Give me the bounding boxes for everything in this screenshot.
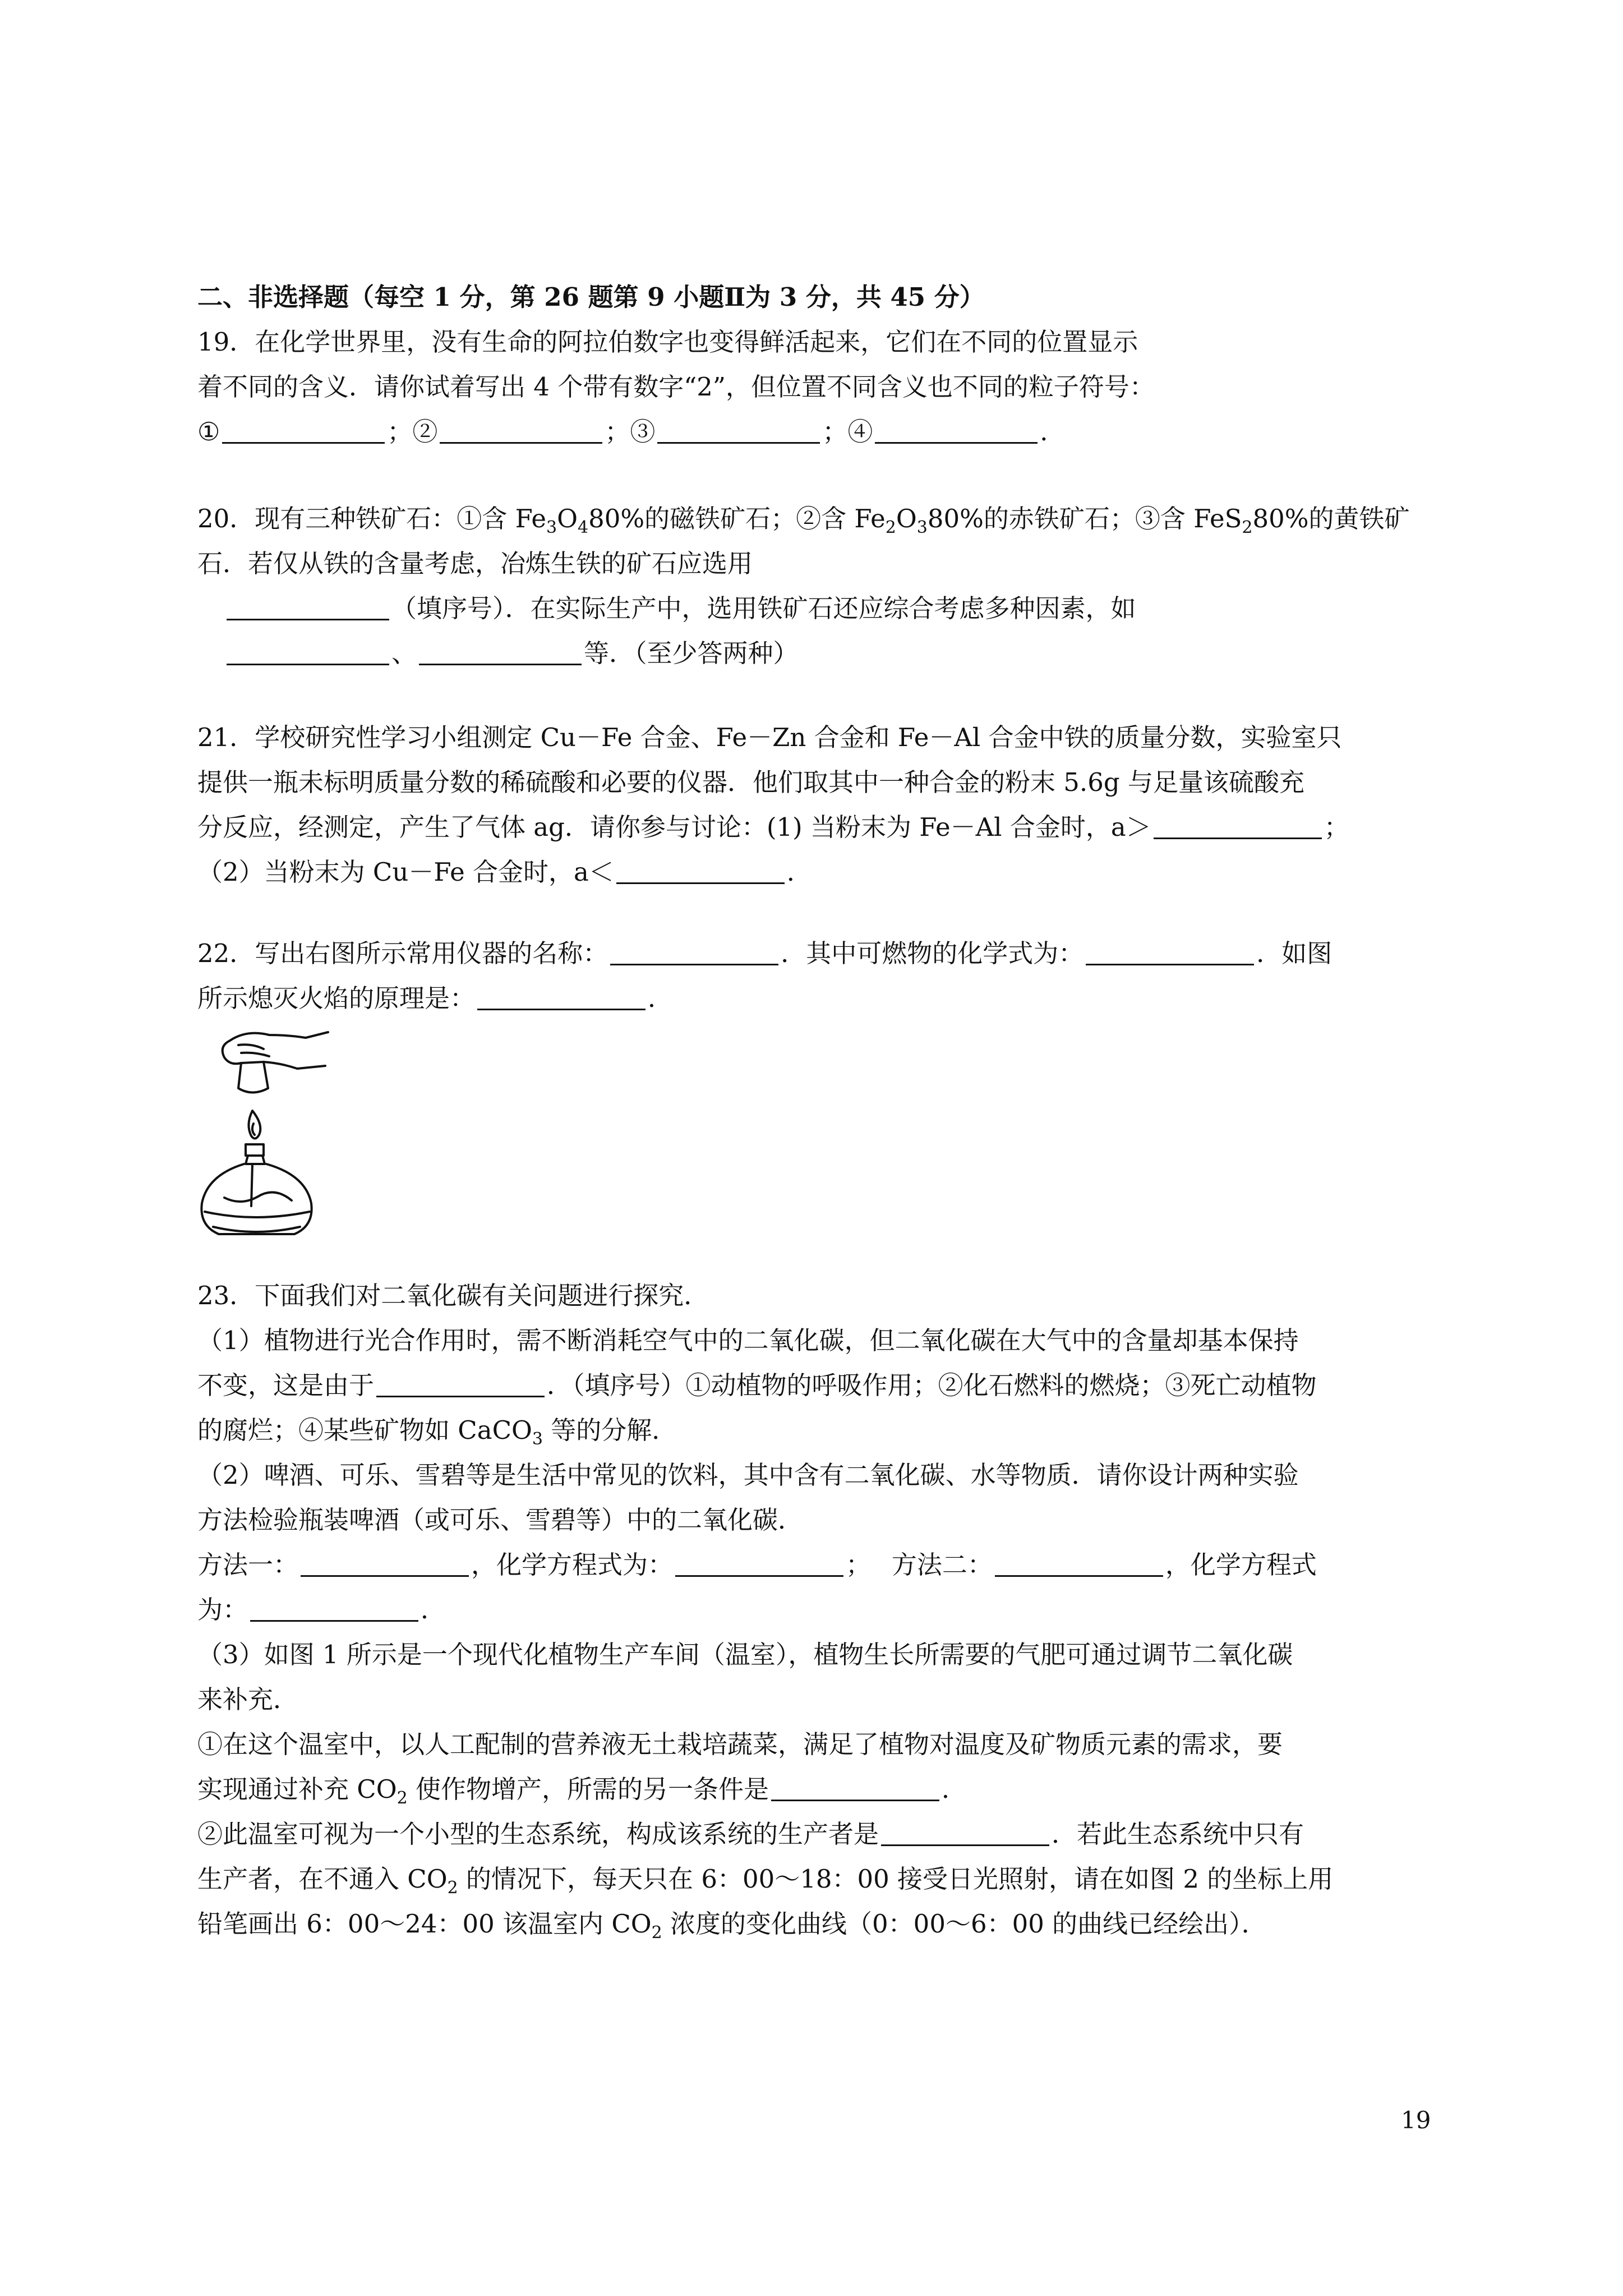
- q23-line1: 23．下面我们对二氧化碳有关问题进行探究．: [197, 1281, 709, 1310]
- q20-blank-2[interactable]: [227, 638, 389, 665]
- q23-blank-6[interactable]: [771, 1774, 939, 1801]
- q23-line15: 铅笔画出 6：00～24：00 该温室内 $CO_2$ 浓度的变化曲线（0：00～6：00 的曲线已经绘出）．: [197, 1909, 1267, 1943]
- q22-blank-2[interactable]: [1086, 938, 1254, 965]
- q20-line2: 石．若仅从铁的含量考虑，冶炼生铁的矿石应选用: [197, 549, 753, 578]
- q23-blank-2[interactable]: [301, 1549, 469, 1577]
- hand-outline: [230, 1032, 328, 1041]
- q19-blank-3[interactable]: [657, 416, 820, 444]
- q22-line2: 所示熄灭火焰的原理是： ．: [197, 983, 674, 1013]
- q23-line7: 方法一： ，化学方程式为： ； 方法二： ，化学方程式: [197, 1550, 1317, 1580]
- page-number: 19: [1401, 2106, 1431, 2134]
- q23-line5: （2）啤酒、可乐、雪碧等是生活中常见的饮料，其中含有二氧化碳、水等物质．请你设计两种实验: [197, 1460, 1299, 1490]
- q23-line8: 为： ．: [197, 1595, 446, 1625]
- q23-line6: 方法检验瓶装啤酒（或可乐、雪碧等）中的二氧化碳．: [197, 1505, 804, 1535]
- section-heading: 二、非选择题（每空 1 分，第 26 题第 9 小题Ⅱ为 3 分，共 45 分）: [197, 282, 985, 312]
- q23-line4: 的腐烂；④某些矿物如 CaCO$_3$ 等的分解．: [197, 1415, 677, 1449]
- q21-line3: 分反应，经测定，产生了气体 ag．请你参与讨论：(1) 当粉末为 Fe－Al 合金时，a＞ ；: [197, 812, 1349, 842]
- q23-blank-5[interactable]: [250, 1594, 418, 1622]
- q19-line1: 19．在化学世界里，没有生命的阿拉伯数字也变得鲜活起来，它们在不同的位置显示: [197, 327, 1138, 357]
- q20-line1: 20．现有三种铁矿石：①含 $Fe_3O_480\%$的磁铁矿石；②含 $Fe_2O_380\%$的赤铁矿石；③含 FeS$_2$80%的黄铁矿: [197, 504, 1410, 537]
- q23-line2: （1）植物进行光合作用时，需不断消耗空气中的二氧化碳，但二氧化碳在大气中的含量却基本保持: [197, 1326, 1299, 1355]
- q19-blank-1[interactable]: [222, 416, 385, 444]
- q21-line1: 21．学校研究性学习小组测定 Cu－Fe 合金、Fe－Zn 合金和 Fe－Al 合金中铁的质量分数，实验室只: [197, 723, 1342, 752]
- q23-line9: （3）如图 1 所示是一个现代化植物生产车间（温室），植物生长所需要的气肥可通过调节二氧化碳: [197, 1640, 1293, 1669]
- q22-blank-3[interactable]: [477, 983, 645, 1010]
- q21-line2: 提供一瓶未标明质量分数的稀硫酸和必要的仪器．他们取其中一种合金的粉末 5.6g 与足量该硫酸充: [197, 767, 1304, 797]
- q22-blank-1[interactable]: [610, 938, 778, 965]
- q23-line10: 来补充．: [197, 1685, 299, 1714]
- q21-blank-1[interactable]: [1154, 812, 1322, 839]
- q23-line14: 生产者，在不通入 $CO_2$ 的情况下，每天只在 6：00～18：00 接受日光照射，请在如图 2 的坐标上用: [197, 1864, 1334, 1898]
- q21-line4: （2）当粉末为 Cu－Fe 合金时，a＜ ．: [197, 857, 812, 887]
- q19-line2: 着不同的含义．请你试着写出 4 个带有数字“2”，但位置不同含义也不同的粒子符号：: [197, 372, 1155, 402]
- alcohol-lamp-figure: [185, 1018, 336, 1254]
- q23-blank-1[interactable]: [376, 1370, 545, 1397]
- q20-line3: （填序号）．在实际生产中，选用铁矿石还应综合考虑多种因素，如: [224, 592, 1136, 625]
- q19-blank-4[interactable]: [875, 416, 1038, 444]
- q23-line13: ②此温室可视为一个小型的生态系统，构成该系统的生产者是 ．若此生态系统中只有: [197, 1819, 1304, 1849]
- q19-answer-line: ① ；② ；③ ；④ ．: [197, 417, 1066, 447]
- lamp-body: [201, 1164, 311, 1234]
- q20-blank-1[interactable]: [227, 593, 389, 620]
- q20-blank-3[interactable]: [419, 638, 582, 665]
- q23-blank-4[interactable]: [995, 1549, 1163, 1577]
- q23-line11: ①在这个温室中，以人工配制的营养液无土栽培蔬菜，满足了植物对温度及矿物质元素的需求，要: [197, 1729, 1283, 1759]
- q23-blank-7[interactable]: [881, 1819, 1049, 1846]
- q21-blank-2[interactable]: [616, 857, 785, 884]
- q23-line3: 不变，这是由于 ．（填序号）①动植物的呼吸作用；②化石燃料的燃烧；③死亡动植物: [197, 1370, 1317, 1400]
- q23-blank-3[interactable]: [675, 1549, 843, 1577]
- q22-line1: 22．写出右图所示常用仪器的名称： ．其中可燃物的化学式为： ．如图: [197, 938, 1332, 968]
- lamp-cap: [238, 1062, 268, 1093]
- q20-line4: 、 等．（至少答两种）: [224, 637, 799, 670]
- q19-blank-2[interactable]: [440, 416, 602, 444]
- q23-line12: 实现通过补充 $CO_2$ 使作物增产，所需的另一条件是 ．: [197, 1774, 967, 1808]
